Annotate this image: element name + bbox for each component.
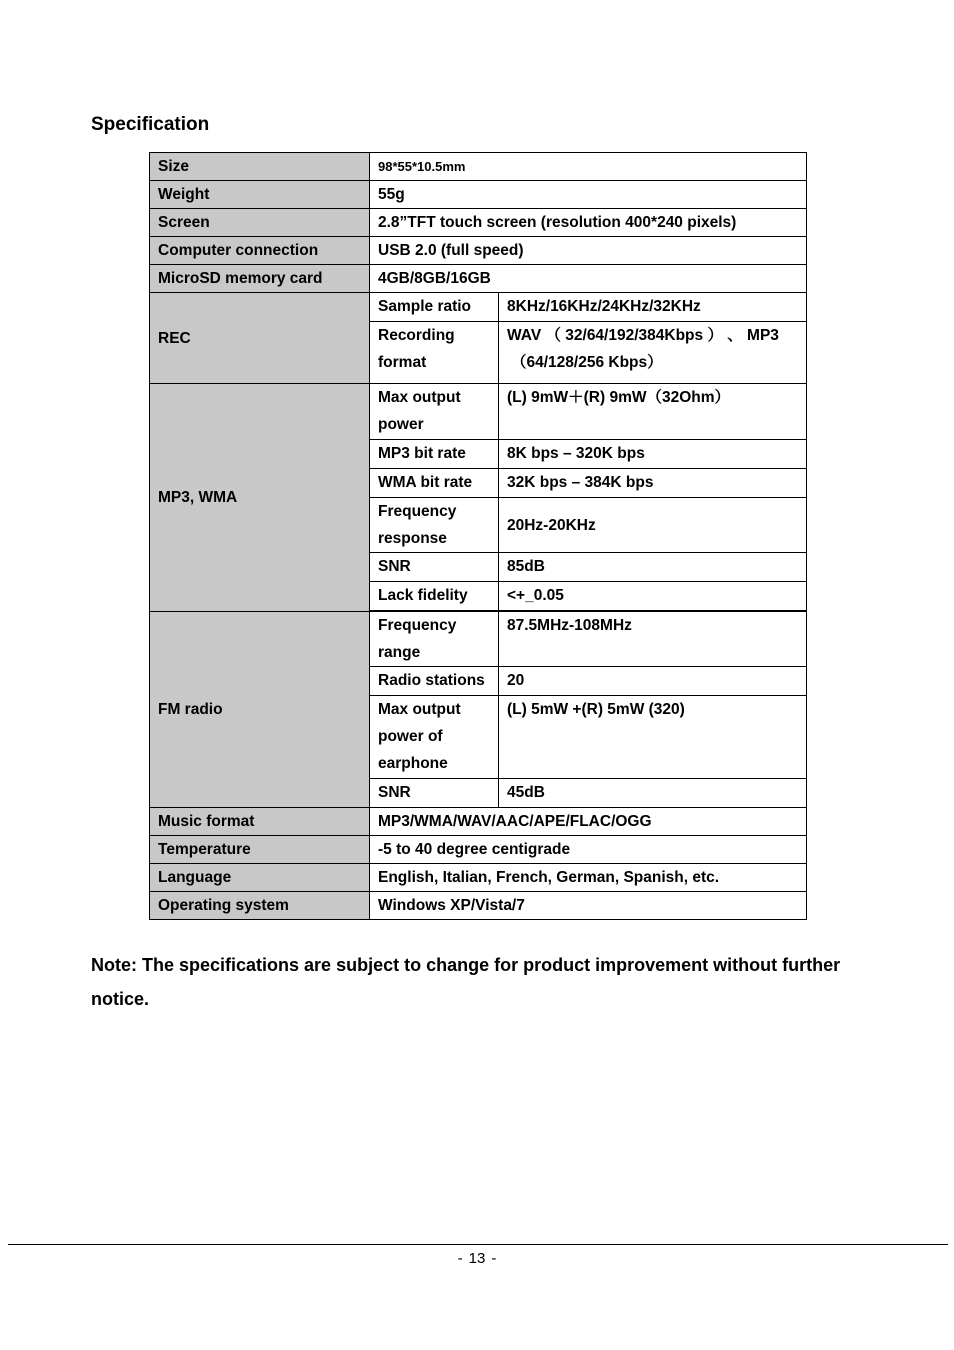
page-title: Specification [91,114,210,135]
radio-stations-label: Radio stations [370,667,499,696]
temperature-value: -5 to 40 degree centigrade [370,836,807,864]
mp3-snr-label: SNR [370,553,499,582]
footer-divider [8,1244,948,1245]
table-row [150,892,807,920]
mp3-bitrate-label: MP3 bit rate [370,440,499,469]
sample-ratio-value: 8KHz/16KHz/24KHz/32KHz [499,293,807,322]
table-row [150,864,807,892]
computer-connection-value: USB 2.0 (full speed) [370,237,807,265]
disclaimer-note: Note: The specifications are subject to change for product improvement without further notice. [91,955,841,1009]
music-format-value: MP3/WMA/WAV/AAC/APE/FLAC/OGG [370,808,807,836]
recording-format-value-line2: （64/128/256 Kbps） [511,354,663,371]
max-output-power-value: (L) 9mW＋(R) 9mW（32Ohm） [499,384,807,440]
fm-radio-label: FM radio [150,612,370,808]
page-number: 13 [468,1250,486,1267]
frequency-response-value: 20Hz-20KHz [499,498,807,553]
sample-ratio-label: Sample ratio [370,293,499,322]
lack-fidelity-label: Lack fidelity [370,582,499,611]
music-format-label: Music format [150,808,370,836]
wma-bitrate-value: 32K bps – 384K bps [499,469,807,498]
frequency-range-label: Frequency range [370,612,499,667]
lack-fidelity-value: <+_0.05 [499,582,807,611]
recording-format-label: Recording format [370,322,499,384]
specification-table [149,152,807,920]
language-value: English, Italian, French, German, Spanish, etc. [370,864,807,892]
table-row [150,209,807,237]
earphone-output-label: Max output power of earphone [370,696,499,779]
computer-connection-label: Computer connection [150,237,370,265]
page-number-dash-right: - [491,1250,497,1267]
frequency-response-label: Frequency response [370,498,499,553]
mp3-wma-label: MP3, WMA [150,384,370,612]
weight-value: 55g [370,181,807,209]
table-row [150,808,807,836]
temperature-label: Temperature [150,836,370,864]
table-row [150,181,807,209]
table-row [150,384,807,440]
size-label: Size [150,153,370,181]
recording-format-value [499,322,807,384]
table-row [150,293,807,322]
wma-bitrate-label: WMA bit rate [370,469,499,498]
fm-snr-value: 45dB [499,779,807,808]
table-row [150,237,807,265]
fm-snr-label: SNR [370,779,499,808]
operating-system-label: Operating system [150,892,370,920]
screen-value: 2.8”TFT touch screen (resolution 400*240 pixels) [370,209,807,237]
operating-system-value: Windows XP/Vista/7 [370,892,807,920]
size-value: 98*55*10.5mm [370,153,807,181]
frequency-range-value: 87.5MHz-108MHz [499,612,807,667]
microsd-label: MicroSD memory card [150,265,370,293]
weight-label: Weight [150,181,370,209]
microsd-value: 4GB/8GB/16GB [370,265,807,293]
page-footer [0,1250,954,1267]
earphone-output-value: (L) 5mW +(R) 5mW (320) [499,696,807,779]
table-row [150,153,807,181]
rec-label: REC [150,293,370,384]
max-output-power-label: Max output power [370,384,499,440]
mp3-snr-value: 85dB [499,553,807,582]
table-row [150,836,807,864]
table-row [150,265,807,293]
recording-format-value-line1: WAV （ 32/64/192/384Kbps ） 、 MP3 [507,327,779,344]
language-label: Language [150,864,370,892]
radio-stations-value: 20 [499,667,807,696]
table-row [150,612,807,667]
page-number-dash-left: - [457,1250,463,1267]
screen-label: Screen [150,209,370,237]
mp3-bitrate-value: 8K bps – 320K bps [499,440,807,469]
